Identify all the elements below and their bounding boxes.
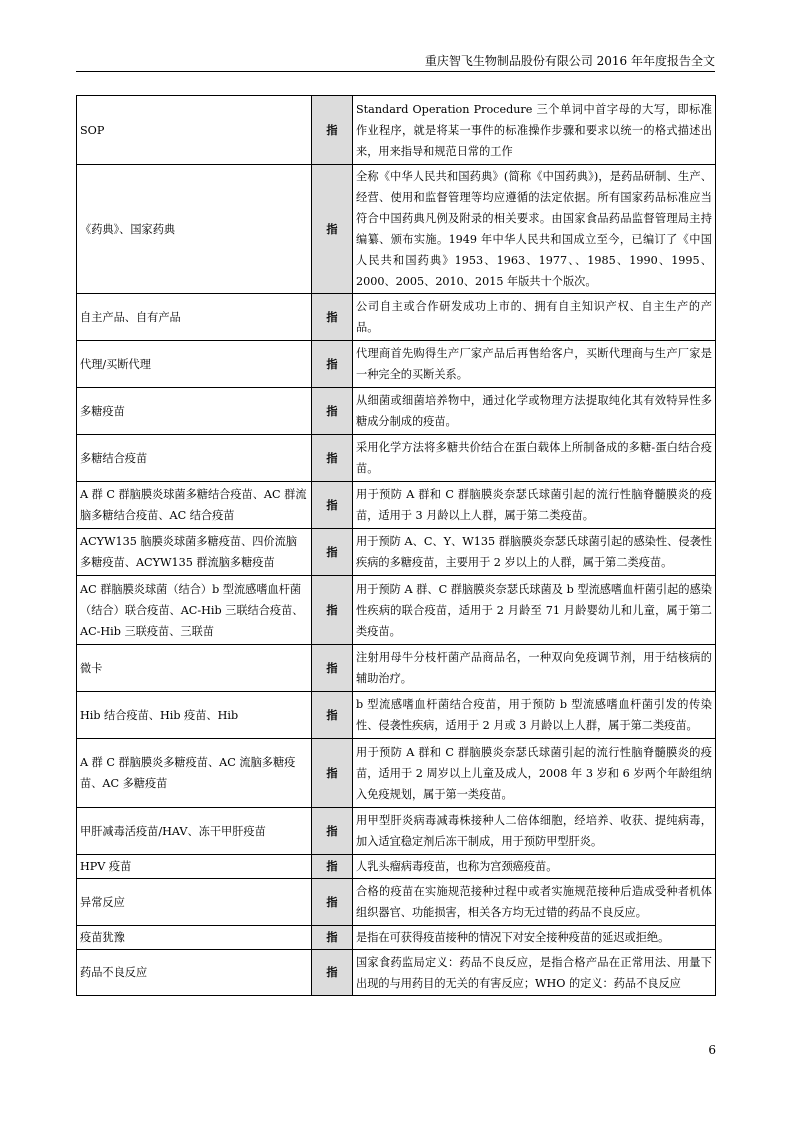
- connector-cell: 指: [312, 950, 353, 996]
- term-cell: 代理/买断代理: [77, 341, 312, 388]
- term-cell: 多糖疫苗: [77, 388, 312, 435]
- definition-cell: 代理商首先购得生产厂家产品后再售给客户，买断代理商与生产厂家是一种完全的买断关系。: [353, 341, 716, 388]
- connector-cell: 指: [312, 855, 353, 879]
- table-row: [77, 294, 716, 341]
- term-cell: 甲肝减毒活疫苗/HAV、冻干甲肝疫苗: [77, 808, 312, 855]
- term-cell: 疫苗犹豫: [77, 926, 312, 950]
- table-row: [77, 482, 716, 529]
- table-row: [77, 739, 716, 808]
- term-cell: Hib 结合疫苗、Hib 疫苗、Hib: [77, 692, 312, 739]
- table-row: [77, 165, 716, 294]
- definition-cell: Standard Operation Procedure 三个单词中首字母的大写，即标准作业程序，就是将某一事件的标准操作步骤和要求以统一的格式描述出来，用来指导和规范日常的工作: [353, 96, 716, 165]
- table-row: [77, 96, 716, 165]
- connector-cell: 指: [312, 926, 353, 950]
- table-row: [77, 879, 716, 926]
- connector-cell: 指: [312, 739, 353, 808]
- definition-cell: 用于预防 A、C、Y、W135 群脑膜炎奈瑟氏球菌引起的感染性、侵袭性疾病的多糖疫苗，主要用于 2 岁以上的人群，属于第二类疫苗。: [353, 529, 716, 576]
- term-cell: AC 群脑膜炎球菌（结合）b 型流感嗜血杆菌（结合）联合疫苗、AC-Hib 三联结合疫苗、AC-Hib 三联疫苗、三联苗: [77, 576, 312, 645]
- definition-cell: 用于预防 A 群、C 群脑膜炎奈瑟氏球菌及 b 型流感嗜血杆菌引起的感染性疾病的联合疫苗，适用于 2 月龄至 71 月龄婴幼儿和儿童，属于第二类疫苗。: [353, 576, 716, 645]
- connector-cell: 指: [312, 165, 353, 294]
- definition-cell: 国家食药监局定义：药品不良反应，是指合格产品在正常用法、用量下出现的与用药目的无关的有害反应；WHO 的定义：药品不良反应: [353, 950, 716, 996]
- definition-cell: 是指在可获得疫苗接种的情况下对安全接种疫苗的延迟或拒绝。: [353, 926, 716, 950]
- table-row: [77, 435, 716, 482]
- definition-cell: 用于预防 A 群和 C 群脑膜炎奈瑟氏球菌引起的流行性脑脊髓膜炎的疫苗，适用于 2 周岁以上儿童及成人，2008 年 3 岁和 6 岁两个年龄组纳入免疫规划，属于第一类疫苗。: [353, 739, 716, 808]
- table-row: [77, 950, 716, 996]
- table-row: [77, 808, 716, 855]
- term-cell: 多糖结合疫苗: [77, 435, 312, 482]
- connector-cell: 指: [312, 692, 353, 739]
- page-number: 6: [708, 1043, 716, 1057]
- connector-cell: 指: [312, 645, 353, 692]
- table-row: [77, 855, 716, 879]
- page-header: 重庆智飞生物制品股份有限公司 2016 年年度报告全文: [424, 54, 715, 68]
- term-cell: A 群 C 群脑膜炎多糖疫苗、AC 流脑多糖疫苗、AC 多糖疫苗: [77, 739, 312, 808]
- definition-cell: 公司自主或合作研发成功上市的、拥有自主知识产权、自主生产的产品。: [353, 294, 716, 341]
- table-row: [77, 388, 716, 435]
- connector-cell: 指: [312, 482, 353, 529]
- term-cell: 《药典》、国家药典: [77, 165, 312, 294]
- table-row: [77, 926, 716, 950]
- connector-cell: 指: [312, 529, 353, 576]
- table-row: [77, 692, 716, 739]
- definition-cell: 全称《中华人民共和国药典》(简称《中国药典》)，是药品研制、生产、经营、使用和监督管理等均应遵循的法定依据。所有国家药品标准应当符合中国药典凡例及附录的相关要求。由国家食品药品监督管理局主持编纂、颁布实施。1949 年中华人民共和国成立至今，已编订了《中国人民共和国药典》1953、1963、1977、、1985、1990、1995、2000、2005、2010、2015 年版共十个版次。: [353, 165, 716, 294]
- connector-cell: 指: [312, 341, 353, 388]
- term-cell: 自主产品、自有产品: [77, 294, 312, 341]
- definition-cell: 从细菌或细菌培养物中，通过化学或物理方法提取纯化其有效特异性多糖成分制成的疫苗。: [353, 388, 716, 435]
- term-cell: A 群 C 群脑膜炎球菌多糖结合疫苗、AC 群流脑多糖结合疫苗、AC 结合疫苗: [77, 482, 312, 529]
- glossary-table: [76, 95, 716, 996]
- definition-cell: 合格的疫苗在实施规范接种过程中或者实施规范接种后造成受种者机体组织器官、功能损害，相关各方均无过错的药品不良反应。: [353, 879, 716, 926]
- term-cell: 微卡: [77, 645, 312, 692]
- definition-cell: 采用化学方法将多糖共价结合在蛋白载体上所制备成的多糖-蛋白结合疫苗。: [353, 435, 716, 482]
- term-cell: SOP: [77, 96, 312, 165]
- connector-cell: 指: [312, 294, 353, 341]
- term-cell: HPV 疫苗: [77, 855, 312, 879]
- term-cell: 异常反应: [77, 879, 312, 926]
- table-row: [77, 576, 716, 645]
- table-row: [77, 529, 716, 576]
- definition-cell: 用于预防 A 群和 C 群脑膜炎奈瑟氏球菌引起的流行性脑脊髓膜炎的疫苗，适用于 3 月龄以上人群，属于第二类疫苗。: [353, 482, 716, 529]
- term-cell: 药品不良反应: [77, 950, 312, 996]
- definition-cell: 人乳头瘤病毒疫苗，也称为宫颈癌疫苗。: [353, 855, 716, 879]
- connector-cell: 指: [312, 808, 353, 855]
- connector-cell: 指: [312, 96, 353, 165]
- definition-cell: 用甲型肝炎病毒减毒株接种人二倍体细胞，经培养、收获、提纯病毒，加入适宜稳定剂后冻干制成，用于预防甲型肝炎。: [353, 808, 716, 855]
- table-row: [77, 341, 716, 388]
- connector-cell: 指: [312, 879, 353, 926]
- header-divider: [76, 71, 715, 72]
- definition-cell: b 型流感嗜血杆菌结合疫苗，用于预防 b 型流感嗜血杆菌引发的传染性、侵袭性疾病，适用于 2 月或 3 月龄以上人群，属于第二类疫苗。: [353, 692, 716, 739]
- table-row: [77, 645, 716, 692]
- connector-cell: 指: [312, 435, 353, 482]
- connector-cell: 指: [312, 388, 353, 435]
- definition-cell: 注射用母牛分枝杆菌产品商品名，一种双向免疫调节剂，用于结核病的辅助治疗。: [353, 645, 716, 692]
- connector-cell: 指: [312, 576, 353, 645]
- term-cell: ACYW135 脑膜炎球菌多糖疫苗、四价流脑多糖疫苗、ACYW135 群流脑多糖疫苗: [77, 529, 312, 576]
